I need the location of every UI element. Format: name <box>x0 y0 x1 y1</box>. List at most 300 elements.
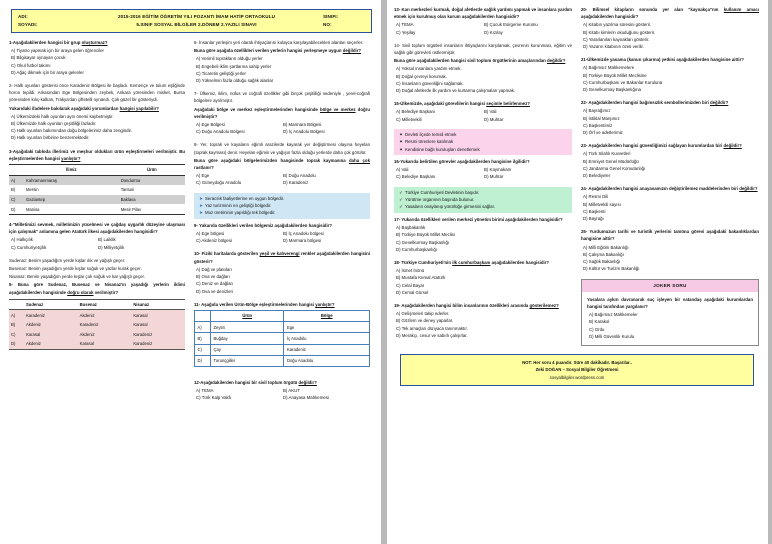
info-box-line <box>397 138 569 145</box>
question-19-stem-text: 19- Aşağıdakilerden hangisi bilim insanlarının özellikleri arasında <box>394 302 530 308</box>
question-10-option-b[interactable]: B) Ova ve dağları <box>196 274 230 280</box>
cell-sudenaz: Akdeniz <box>24 320 78 330</box>
question-18-stem <box>394 259 572 266</box>
question-20-option-a[interactable]: A) Kitabın yazılma süresini gösterir. <box>583 22 652 28</box>
question-13-options-row-2 <box>394 29 572 36</box>
question-12-stem-underline: değildir? <box>298 379 317 385</box>
question-25-option-a[interactable]: A) Milli Eğitim Bakanlığı <box>583 244 629 250</box>
question-10-option-d[interactable]: D) Ova ve denizleri <box>196 288 233 294</box>
th-sudenaz: Sudenaz <box>24 299 78 310</box>
exam-header-banner <box>11 9 372 33</box>
arrow-bullet-icon: ➤ <box>199 203 203 209</box>
table-row[interactable] <box>9 330 185 340</box>
question-11-stem <box>194 301 370 308</box>
question-12-stem <box>194 379 370 386</box>
question-22-stem <box>581 99 759 106</box>
question-2-option-d[interactable]: D) Halk oyunları birbirine benzemektedir. <box>11 135 90 141</box>
question-2-passage: 2- Halk oyunları gösterisi önce Karadeniz Bölgesi ile başladı. Kemençe ve tulum eşliğinde horon tepildi. Arkasından Ege Bölgesinden zeybek, Ankara yöresinden misket, Bursa yöresinden kılıç-kalkan, Trakya'dan çiftetelli oynandı. Çok güzel bir gösteriydi. <box>9 83 185 103</box>
question-6-option-d[interactable]: D) Yükselmin fazla olduğu sağlık alanlar <box>196 78 274 84</box>
question-7-stem-end: doğru verilmiştir? <box>194 106 370 119</box>
th-blank <box>9 165 24 176</box>
column-3 <box>394 6 572 346</box>
question-4-options-row-1 <box>9 236 185 243</box>
question-9-stem: 9- Yukarıda özellikleri verilen bölgemiz aşağıdakilerden hangisidir? <box>194 222 333 228</box>
info-box-text: Seracılık faaliyetlerine en uygun bölgedir. <box>205 195 285 201</box>
cell-busenaz: Akdeniz <box>78 310 132 320</box>
info-box-text: Yasaların onaylanıp yürürlüğe girmesini sağlar. <box>405 204 495 210</box>
spacer <box>194 370 370 379</box>
cell-il: Manisa <box>24 204 119 214</box>
row-label: A) <box>9 175 24 185</box>
question-20-stem-end: aşağıdakilerden hangisidir? <box>581 14 639 20</box>
question-2-stem-underline: hangisi yapılabilir? <box>119 105 159 111</box>
question-12-option-b[interactable]: B) AKUT <box>283 388 300 394</box>
question-25-option-b[interactable]: B) Çalışma Bakanlığı <box>583 251 624 257</box>
row-label: B) <box>195 333 211 344</box>
question-16-option-d[interactable]: D) Muhtar <box>484 174 504 180</box>
cell-urun: Çay <box>211 344 284 355</box>
row-label: A) <box>195 322 211 333</box>
question-10-stem-text: 10- Fiziki haritalarda gösterilen <box>194 251 260 257</box>
question-14-option-d[interactable]: D) Doğal afetlerde ilk yardım ve kurtarma çalışmaları yapmak. <box>396 88 516 94</box>
banner-row-1 <box>18 13 365 21</box>
row-label: C) <box>195 344 211 355</box>
info-box-text: Kendisine bağlı kuruluşları denetlemek <box>405 146 480 152</box>
question-19-stem-underline: gösterilemez? <box>529 302 559 308</box>
table-row[interactable] <box>195 333 370 344</box>
question-8-option-d[interactable]: D) Karadeniz <box>283 180 309 186</box>
table-row[interactable] <box>195 344 370 355</box>
question-6-option-c[interactable]: C) Ticaretin geliştiği yerler <box>196 70 246 76</box>
arrow-bullet-icon: ➤ <box>199 210 203 216</box>
question-7-option-a[interactable]: A) Ege Bölgesi <box>196 122 225 128</box>
check-bullet-icon: ✓ <box>399 204 403 210</box>
question-18-option-c[interactable]: C) Celal Bayar <box>396 282 425 288</box>
question-14-option-c[interactable]: C) İnsanların güvenliğini sağlamak. <box>396 80 464 86</box>
question-11-table <box>194 310 370 367</box>
question-14-stem-text: Buna göre aşağıdakilerden hangisi sivil toplum örgütlerinin amaçlarından <box>394 58 548 64</box>
spacer <box>394 123 572 126</box>
question-19-option-d[interactable]: D) Merakçı, cesur ve sabırlı çalışırlar. <box>396 332 468 338</box>
question-23-stem-underline: değildir? <box>723 143 742 149</box>
question-18-option-d[interactable]: D) Cemal Gürsel <box>396 289 429 295</box>
cell-il: Kahramanmaraş <box>24 175 119 185</box>
question-20-option-d[interactable]: D) Yazarın kitabının özeti verilir. <box>583 44 644 50</box>
question-24-stem <box>581 185 759 192</box>
right-page-columns <box>394 6 760 346</box>
question-20-stem-underline: kullanım amacı <box>723 7 759 12</box>
joker-option-a[interactable]: A) Bağımsız Mahkemeler <box>589 312 638 318</box>
table-row[interactable] <box>9 195 185 205</box>
diamond-bullet-icon: ✦ <box>399 139 403 145</box>
question-2-stem-text: Yukarıdaki ifadelere bakılarak aşağıdaki yorumlardan <box>9 105 120 111</box>
question-9-options-row-2 <box>194 237 370 244</box>
cell-urun: Buğday <box>211 333 284 344</box>
footer-note-line-1: NOT: Her soru 4 puandır. Süre 40 dakikadır. Başarılar.. <box>522 359 632 365</box>
question-2-option-a[interactable]: A) Ülkemizdeki halk oyunları aynı önemi kaybetmiştir. <box>11 113 114 119</box>
question-19-stem <box>394 302 572 309</box>
question-9-option-b[interactable]: B) İç Anadolu bölgesi <box>283 231 324 237</box>
question-9-option-d[interactable]: D) Marmara bölgesi <box>283 238 322 244</box>
question-9-info-box <box>194 193 370 219</box>
question-13-option-d[interactable]: D) Kızılay <box>484 29 503 35</box>
question-16-info-box <box>394 129 572 155</box>
question-17-info-box <box>394 187 572 213</box>
question-21-option-d[interactable]: D) Genelkurmay Başkanlığına <box>583 87 641 93</box>
question-8-option-a[interactable]: A) Ege <box>196 173 210 179</box>
question-12-options-row-2 <box>194 394 370 401</box>
joker-option-b[interactable]: B) Karakol <box>589 319 610 325</box>
question-6-stem-text: Buna göre aşağıda özellikleri verilen yerlerin hangisi yerleşmeye uygun <box>194 48 343 54</box>
cell-sudenaz: Karadeniz <box>24 310 78 320</box>
cell-urun: Zeytin <box>211 322 284 333</box>
spacer <box>394 181 572 184</box>
table-header-row <box>9 299 185 310</box>
info-box-line <box>197 195 367 202</box>
info-box-text: Türkiye Cumhuriyeti Devletinin başıdır. <box>405 189 480 195</box>
info-box-text: Yaz turizminin en geliştiği bölgedir. <box>205 203 272 209</box>
question-8-stem-underline: daha çok <box>349 157 370 163</box>
question-17-stem: 17- Yukarıda özellikleri verilen merkezi yönetim birimi aşağıdakilerden hangisidir? <box>394 216 563 222</box>
info-box-text: Resmi törenlere katılmak <box>405 139 454 145</box>
question-17-option-a[interactable]: A) Başbakanlık <box>396 225 426 231</box>
question-8-stem-text: Buna göre aşağıdaki bölgelerimizden hangisinde toprak kaymasına <box>194 157 350 163</box>
question-10-stem-end: renkler aşağıdakilerden hangisini gösterir? <box>194 251 371 264</box>
question-18-option-a[interactable]: A) İsmet İnönü <box>396 268 425 274</box>
question-10-option-a[interactable]: A) Dağ ve platoları <box>196 266 232 272</box>
question-8-option-c[interactable]: C) Güneydoğu Anadolu <box>196 180 242 186</box>
column-4 <box>581 6 759 346</box>
question-23-option-c[interactable]: C) Jandarma Genel Komutanlığı <box>583 165 646 171</box>
table-row[interactable] <box>9 204 185 214</box>
question-11-stem-text: 11- Aşağıda verilen Ürün-Bölge eşleştirmelerinden hangisi <box>194 301 316 307</box>
th-urun: Ürün <box>211 310 284 321</box>
question-21-option-a[interactable]: A) Bağımsız Mahkemelere <box>583 65 635 71</box>
question-24-stem-text: 24- Aşağıdakilerden hangisi anayasamızın değiştirilemez maddelerinden biri <box>581 186 740 192</box>
cell-busenaz: Akdeniz <box>78 330 132 340</box>
joker-option-c[interactable]: C) Ordu <box>589 326 605 332</box>
info-box-text: Devleti ilçede temsil etmek <box>405 131 457 137</box>
question-1-option-d[interactable]: D) Ağaç dikmek için bir araya gelenler <box>11 69 84 75</box>
question-1-stem-text: 1-Aşağıdakilerden hangisi bir grup <box>9 40 82 45</box>
left-page-columns <box>9 39 374 402</box>
th-bolge: Bölge <box>284 310 370 321</box>
table-header-row <box>9 165 185 176</box>
th-blank <box>195 310 211 321</box>
table-row[interactable] <box>195 355 370 366</box>
question-12-option-c[interactable]: C) Türk Kalp Vakfı <box>196 395 232 401</box>
question-22-option-d[interactable]: D) Örf ve adetlerimiz <box>583 130 623 136</box>
cell-busenaz: Karadeniz <box>78 320 132 330</box>
question-3-table <box>9 164 185 215</box>
question-15-option-a[interactable]: A) Belediye Başkanı <box>396 109 436 115</box>
question-16-option-b[interactable]: B) Kaymakam <box>484 167 512 173</box>
question-2-option-b[interactable]: B) Ülkemizde halk oyunları çeşitliliği fazladır. <box>11 121 97 127</box>
th-nisanaz: Nisanaz <box>131 299 185 310</box>
row-label: D) <box>195 355 211 366</box>
question-4-option-d[interactable]: D) Milliyetçilik <box>98 244 125 250</box>
check-bullet-icon: ✓ <box>399 189 403 195</box>
question-10-stem <box>194 250 370 264</box>
question-4-stem: 4-"Milletimizi sevmek, milletimizin yücelmesi ve çağdaş uygarlık düzeyine ulaşması için çalışmak" anlamına gelen Atatürk ilkesi aşağıdakilerden hangisidir? <box>9 221 185 235</box>
question-13-options-row-1 <box>394 21 572 28</box>
question-9-options-row-1 <box>194 230 370 237</box>
info-box-line <box>397 131 569 138</box>
question-5-stem <box>9 281 185 295</box>
question-5-line-1: Sudenaz: Benim yaşadığım yerde kışlar ılık ve yağışlı geçer. <box>9 257 126 263</box>
diamond-bullet-icon: ✦ <box>399 146 403 152</box>
question-23-option-b[interactable]: B) Emniyet Genel Müdürlüğü <box>583 158 639 164</box>
question-15-stem-text: 15-Ülkemizde, aşağıdaki görevlilerin hangisi <box>394 101 487 107</box>
question-21-option-b[interactable]: B) Türkiye Büyük Millet Meclisine <box>583 72 647 78</box>
footer-website-url: sosyalbilgiler.wordpress.com <box>549 374 605 380</box>
question-20-stem-text: 20- Bilimsel kitapların sonunda yer alan "kaynakça"nın <box>581 7 724 12</box>
question-5-table <box>9 299 185 350</box>
question-13-option-c[interactable]: C) Yeşilay <box>396 29 416 35</box>
question-7-option-d[interactable]: D) İç Anadolu Bölgesi <box>283 129 325 135</box>
question-7-option-b[interactable]: B) Marmara Bölgesi <box>283 122 322 128</box>
table-row[interactable] <box>9 310 185 320</box>
cell-bolge: Ege <box>284 322 370 333</box>
question-9-option-a[interactable]: A) Ege bölgesi <box>196 231 225 237</box>
question-4-options-row-2 <box>9 244 185 251</box>
info-box-line <box>197 202 367 209</box>
question-21-option-c[interactable]: C) Cumhurbaşkanı ve Bakanlar Kuruluna <box>583 79 663 85</box>
student-surname-label: SOYADI: <box>18 22 38 27</box>
question-18-option-b[interactable]: B) Mustafa Kemal Atatürk <box>396 275 446 281</box>
footer-note-box <box>400 354 754 387</box>
question-12-stem-text: 12-Aşağıdakilerden hangisi bir sivil toplum örgütü <box>194 379 299 385</box>
question-15-option-b[interactable]: B) Vali <box>484 109 497 115</box>
question-7-stem-underline: bölge ve merkez <box>319 106 356 112</box>
question-19-option-b[interactable]: B) Gözlem ve deney yaparlar. <box>396 318 454 324</box>
question-11-stem-underline: yanlıştır? <box>315 301 335 307</box>
question-15-options-row-1 <box>394 108 572 115</box>
question-25-option-d[interactable]: D) Kültür ve Turizm Bakanlığı <box>583 266 640 272</box>
th-ilimiz: İlimiz <box>24 165 119 176</box>
question-14-option-a[interactable]: A) Yoksul insanlara yardım etmek. <box>396 66 462 72</box>
question-7-stem-text: Aşağıdaki bölge ve merkez eşleştirmelerinden hangisinde <box>194 106 320 112</box>
question-5-line-3: Nisanaz: Benim yaşadığım yerde kışlar çok soğuk ve kar yağışlı geçer. <box>9 274 145 280</box>
cell-nisanaz: Karasal <box>131 320 185 330</box>
cell-urun: Turunçgiller <box>211 355 284 366</box>
spacer <box>194 187 370 190</box>
question-8-options-row-1 <box>194 172 370 179</box>
question-13-option-b[interactable]: B) Çocuk Esirgeme Kurumu <box>484 22 538 28</box>
footer-teacher-name: Zeki DOĞAN – Sosyal Bilgiler Öğretmeni <box>535 367 619 373</box>
question-13-option-a[interactable]: A) TEMA <box>396 22 414 28</box>
cell-urun: Tantuni <box>120 187 135 193</box>
question-22-stem-text: 22- Aşağıdakilerden hangisi bağımsızlık sembollerimizden biri <box>581 100 710 106</box>
question-4-option-a[interactable]: A) Halkçılık <box>11 237 33 243</box>
table-row[interactable] <box>9 185 185 195</box>
row-label: D) <box>9 339 24 349</box>
question-22-stem-underline: değildir? <box>709 100 729 106</box>
cell-sudenaz: Karasal <box>24 330 78 340</box>
question-8-option-b[interactable]: B) Doğu Anadolu <box>283 173 316 179</box>
question-24-option-a[interactable]: A) Resmi Dili <box>583 194 609 200</box>
page-left <box>0 0 381 544</box>
question-22-option-a[interactable]: A) Bayrağımız <box>583 108 611 114</box>
th-blank <box>9 299 24 310</box>
question-24-option-b[interactable]: B) Milletvekili sayısı <box>583 201 621 207</box>
question-23-stem <box>581 142 759 149</box>
class-label: SINIFI: <box>323 14 339 19</box>
question-6-option-b[interactable]: B) Engebeli iklim şartlarına sahip yerler <box>196 63 272 69</box>
page-right <box>387 0 768 544</box>
exam-title-line-2: 5.SINIF SOSYAL BİLGİLER 2.DÖNEM 2.YAZILI SINAVI <box>136 22 257 27</box>
row-label: A) <box>9 310 24 320</box>
arrow-bullet-icon: ➤ <box>199 195 203 201</box>
row-label: B) <box>11 187 16 193</box>
banner-row-2 <box>18 21 365 29</box>
question-3-stem-underline: yanlıştır? <box>61 155 81 161</box>
question-25-stem: 25- Yurdumuzun tarihi ve turistik yerlerini tanıtma görevi aşağıdaki bakanlıklardan hangisine aittir? <box>581 229 759 242</box>
question-5-line-2: Busenaz: Benim yaşadığım yerde kışlar soğuk ve yazlar kurak geçer. <box>9 265 142 271</box>
question-16-options-row-1 <box>394 166 572 173</box>
info-box-text: Yürütme organının başında bulunur. <box>405 197 475 203</box>
cell-bolge: Doğu Anadolu <box>284 355 370 366</box>
question-1-option-c[interactable]: C) Okul futbol takımı <box>11 62 51 68</box>
question-24-option-c[interactable]: C) Başkenti <box>583 208 606 214</box>
cell-nisanaz: Karasal <box>131 310 185 320</box>
question-23-option-a[interactable]: A) Türk Silahlı Kuvvetleri <box>583 151 631 157</box>
question-4-option-c[interactable]: C) Cumhuriyetçilik <box>11 244 47 250</box>
row-label: C) <box>9 195 24 205</box>
question-12-option-d[interactable]: D) Anayasa Mahkemesi <box>283 395 329 401</box>
joker-body <box>582 292 758 345</box>
question-17-option-b[interactable]: B) Türkiye Büyük Millet Meclisi <box>396 232 455 238</box>
question-22-option-c[interactable]: C) Başkentimiz <box>583 122 613 128</box>
question-3-stem-text: 3-Aşağıdaki tabloda illerimiz ve meşhur oldukları ürün eşleştirmeleri verilmiştir. Bu eşleştirmelerden hangisi <box>9 148 185 161</box>
cell-il: Gaziantep <box>24 195 119 205</box>
question-2-stem <box>9 105 185 112</box>
question-13-stem: 13- Kan merkezleri kurmak, doğal afetlerde sağlık yardımı yapmak ve insanlara yardım etmek için kurulmuş olan kurum aşağıdakilerden hangisidir? <box>394 7 572 20</box>
question-12-options-row-1 <box>194 387 370 394</box>
column-2 <box>194 39 370 402</box>
question-14-option-b[interactable]: B) Doğal çevreyi korumak. <box>396 73 447 79</box>
question-24-option-d[interactable]: D) Bayrağı <box>583 216 604 222</box>
question-3-stem <box>9 148 185 162</box>
row-label: C) <box>9 330 24 340</box>
question-8-stem <box>194 157 370 171</box>
info-box-line <box>397 189 569 196</box>
question-1-stem <box>9 39 185 46</box>
table-row[interactable] <box>195 322 370 333</box>
row-label: B) <box>9 320 24 330</box>
student-name-label: ADI: <box>18 14 28 19</box>
question-15-option-c[interactable]: C) Milletvekili <box>396 116 422 122</box>
question-17-option-c[interactable]: C) Genelkurmay Başkanlığı <box>396 239 450 245</box>
question-1-option-a[interactable]: A) Tiyatro yapmak için bir araya gelen öğrenciler <box>11 48 104 54</box>
question-20-option-b[interactable]: B) Kitabı kimlerin okuduğunu gösterir. <box>583 29 656 35</box>
question-9-option-c[interactable]: C) Akdeniz bölgesi <box>196 238 232 244</box>
cell-urun: Baklava <box>119 195 185 205</box>
question-21-stem: 21-Ülkemizde yasama (kanun çıkarma) yetkisi aşağıdakilerden hangisine aittir? <box>581 57 744 63</box>
question-16-option-a[interactable]: A) Vali <box>396 167 409 173</box>
question-5-stem-text: 5- Buna göre Sudenaz, Busenaz ve Nisanaz'ın yaşadığı yerlerin iklimi aşağıdakilerden hangisinde <box>9 282 185 295</box>
cell-sudenaz: Akdeniz <box>24 339 78 349</box>
cell-il: Mersin <box>26 187 39 193</box>
question-16-stem: 16-Yukarıda belirtilen görevler aşağıdakilerden hangisine ilgilidir? <box>394 159 530 165</box>
column-1 <box>9 39 185 402</box>
question-6-option-a[interactable]: A) Verimli toprakların olduğu yerler <box>196 56 263 62</box>
question-18-stem-underline: ilk cumhurbaşkanı <box>452 259 491 265</box>
exam-title-line-1: 2015-2016 EĞİTİM ÖĞRETİM YILI POZANTI İMAM HATİP ORTAOKULU <box>117 14 276 19</box>
question-24-stem-underline: değildir? <box>739 186 758 192</box>
joker-option-d[interactable]: D) Milli Güvenlik Kurulu <box>589 333 635 339</box>
joker-header: JOKER SORU <box>582 280 758 292</box>
question-19-option-a[interactable]: A) Gelişmeleri takip ederler. <box>396 311 450 317</box>
question-16-option-c[interactable]: C) Belediye Başkanı <box>396 174 436 180</box>
question-15-stem-underline: seçimle belirlenmez? <box>486 101 530 107</box>
question-6-stem-underline: değildir? <box>342 48 362 54</box>
question-10-option-c[interactable]: C) Deniz ve dağları <box>196 281 234 287</box>
question-16-options-row-2 <box>394 173 572 180</box>
question-14-passage: 14- Sivil toplum örgütleri insanların ihtiyaçlarını karşılamak, çevrenin korunması, eğitim ve sağlık gibi görevleri üstlenmiştir. <box>394 42 572 56</box>
question-1-option-b[interactable]: B) Bilgisayar oynayan çocuk <box>11 55 66 61</box>
info-box-text: Muz üretiminin yapıldığı tek bölgedir. <box>205 210 276 216</box>
cell-busenaz: Karasal <box>78 339 132 349</box>
question-15-stem <box>394 100 572 107</box>
cell-nisanaz: Karadeniz <box>131 339 185 349</box>
question-7-passage: 7- Ülkemiz, iklim, nüfus ve coğrafi özellikler gibi birçok çeşitliliği nedeniyle , yerel-coğrafi bölgelere ayrılmıştır. <box>194 91 370 104</box>
cell-urun: Mesir Pilav <box>119 204 185 214</box>
question-23-option-d[interactable]: D) Belediyeler <box>583 173 611 179</box>
question-5-stem-underline: doğru olarak <box>67 289 94 295</box>
info-box-line <box>397 203 569 210</box>
question-19-option-c[interactable]: C) Tek amaçları dünyaca tanınmaktır. <box>396 325 468 331</box>
question-22-option-b[interactable]: B) İstiklal Marşımız <box>583 115 620 121</box>
question-20-stem <box>581 6 759 20</box>
question-8-stem-end: rastlanır? <box>194 165 214 171</box>
question-2-option-c[interactable]: C) Halk oyunları bakımından doğu bölgelerimiz daha zengindir. <box>11 128 132 134</box>
cell-urun: Dondurma <box>119 175 185 185</box>
question-7-options-row-1 <box>194 121 370 128</box>
question-4-option-b[interactable]: B) Laiklik <box>98 237 116 243</box>
question-15-options-row-2 <box>394 116 572 123</box>
question-7-options-row-2 <box>194 128 370 135</box>
table-row[interactable] <box>9 339 185 349</box>
table-row[interactable] <box>9 175 185 185</box>
th-urun: Ürün <box>119 165 185 176</box>
question-15-option-d[interactable]: D) Muhtar <box>484 116 504 122</box>
question-20-option-c[interactable]: C) Yararlanılan kaynakları gösterir. <box>583 36 650 42</box>
cell-bolge: İç Anadolu <box>284 333 370 344</box>
diamond-bullet-icon: ✦ <box>399 131 403 137</box>
question-7-stem <box>194 106 370 120</box>
row-label: D) <box>9 204 24 214</box>
question-14-stem <box>394 57 572 64</box>
question-8-options-row-2 <box>194 179 370 186</box>
th-busenaz: Busenaz <box>78 299 132 310</box>
question-5-stem-end: verilmiştir? <box>93 289 119 295</box>
joker-stem: Yasalara aykırı davranarak suç işleyen bir vatandaş aşağıdaki kurumlardan hangisi tarafından yargılanır? <box>587 296 753 309</box>
question-7-option-c[interactable]: C) Doğu Anadolu Bölgesi <box>196 129 245 135</box>
question-18-stem-text: 18- Türkiye Cumhuriyeti'nin <box>394 259 453 265</box>
question-6-passage: 6- İnsanlar yerleşim yeri olarak ihtiyaçlarını kolayca karşılayabilecekleri alanları seçerler. <box>194 40 364 45</box>
info-box-line <box>197 209 367 216</box>
question-17-option-d[interactable]: D) Cumhurbaşkanlığı <box>396 246 438 252</box>
joker-question-box <box>581 279 759 346</box>
question-18-stem-end: aşağıdakilerden hangisidir? <box>490 259 550 265</box>
question-14-stem-underline: değildir? <box>547 58 566 64</box>
student-no-label: NO: <box>323 22 332 27</box>
question-12-option-a[interactable]: A) TEMA <box>196 388 214 394</box>
question-23-stem-text: 23- Aşağıdakilerden hangisi güvenliğimizi sağlayan kurumlardan biri <box>581 143 724 149</box>
question-25-option-c[interactable]: C) Sağlık Bakanlığı <box>583 259 621 265</box>
table-row[interactable] <box>9 320 185 330</box>
